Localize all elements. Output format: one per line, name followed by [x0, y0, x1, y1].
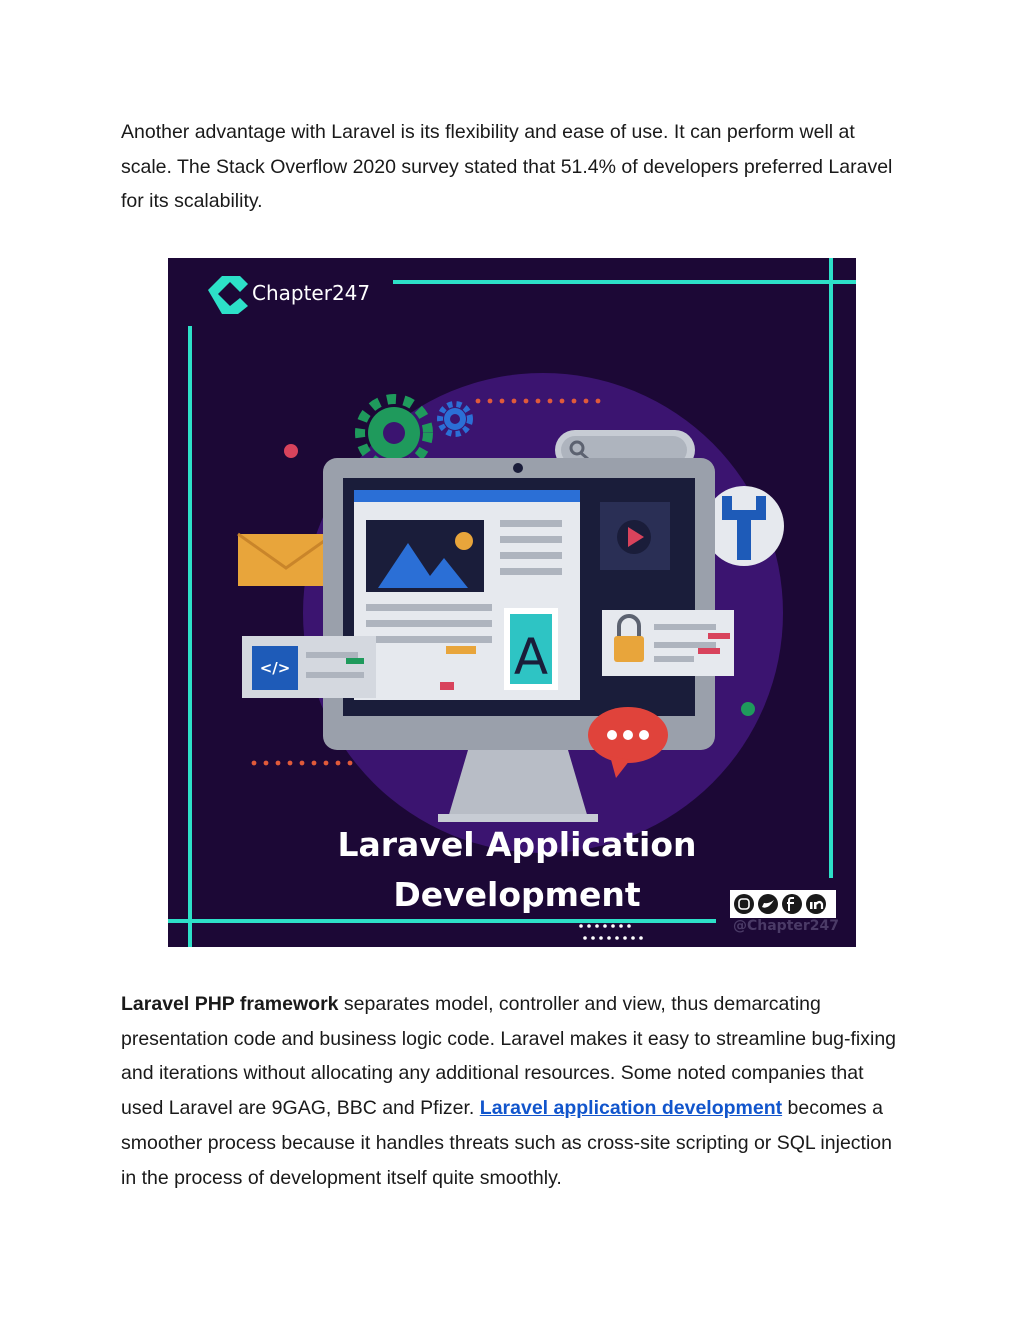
framework-paragraph	[121, 987, 911, 1195]
lock-card-graphic	[602, 610, 734, 676]
wrench-icon	[704, 486, 784, 566]
instagram-icon	[734, 894, 754, 914]
brand-name: Chapter247	[252, 281, 371, 305]
laravel-development-link[interactable]: Laravel application development	[479, 1097, 783, 1120]
framework-text-before-link: separates model, controller and view, thus demarcating presentation code and business logic code. Laravel makes it easy to streamline bug-fixing and iterations without allocating any additional resources. Some noted companies that used Laravel are 9GAG, BBC and Pfizer.	[121, 993, 897, 1120]
banner-title-line1: Laravel Application	[337, 825, 697, 864]
social-icons	[730, 890, 836, 918]
framework-text-after-link: becomes a smoother process because it handles threats such as cross-site scripting or SQL injection in the process of development itself quite smoothly.	[121, 1097, 892, 1189]
laravel-banner-image	[168, 258, 856, 947]
letter-tile: A	[513, 628, 549, 686]
code-tag-label: </>	[259, 659, 291, 677]
banner-title-line2: Development	[393, 875, 641, 914]
intro-paragraph: Another advantage with Laravel is its flexibility and ease of use. It can perform well at scale. The Stack Overflow 2020 survey stated that 51.4% of developers preferred Laravel for its scalability.	[121, 121, 893, 213]
code-card-graphic	[242, 636, 376, 698]
framework-bold-lead: Laravel PHP framework	[121, 993, 339, 1015]
social-handle: @Chapter247	[732, 918, 840, 934]
envelope-icon	[238, 534, 334, 586]
